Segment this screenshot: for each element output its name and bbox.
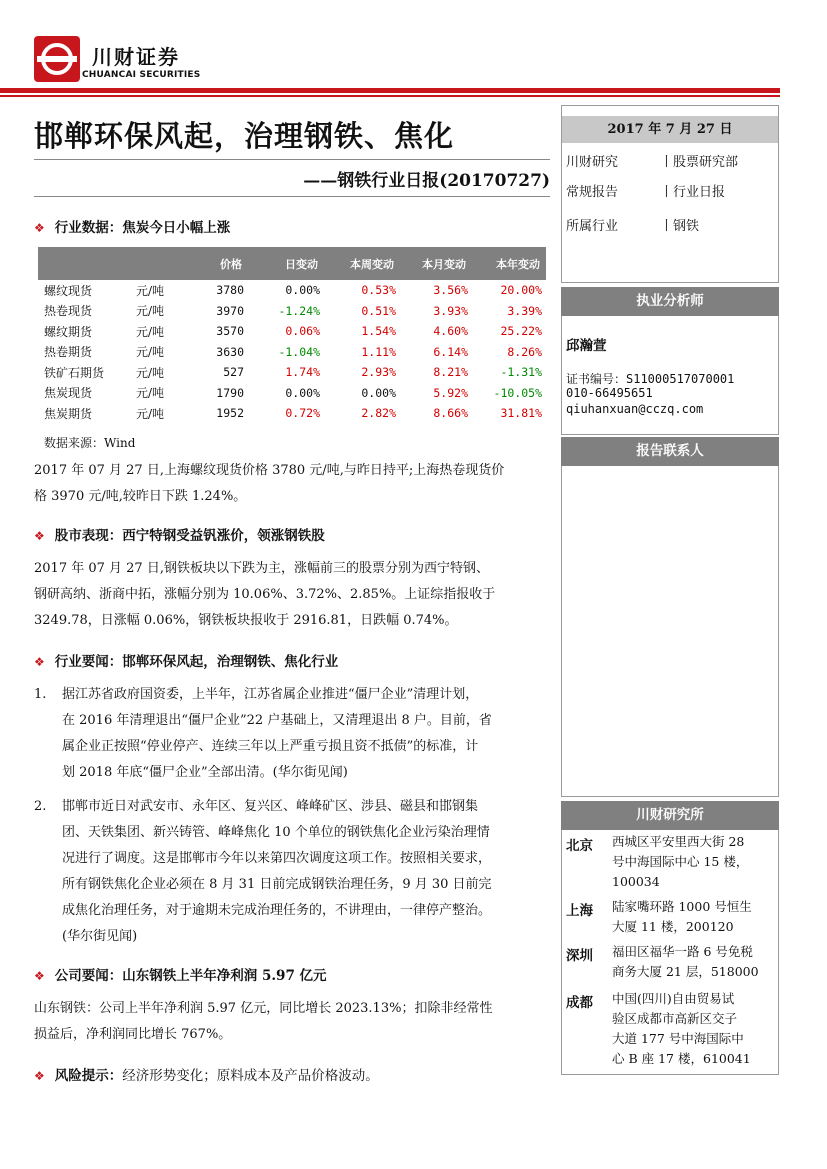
info-key: 川财研究 — [566, 155, 619, 170]
page-title: 邯郸环保风起，治理钢铁、焦化 — [34, 119, 455, 153]
table-cell-day: -1.24% — [278, 303, 320, 318]
contact-heading: 报告联系人 — [561, 437, 779, 466]
office-address — [612, 942, 774, 982]
table-cell-price: 3570 — [216, 324, 244, 339]
table-row — [38, 301, 546, 322]
office-address — [612, 832, 774, 892]
table-cell-unit: 元/吨 — [136, 406, 165, 421]
table-row — [38, 403, 546, 424]
table-cell-month: 4.60% — [433, 324, 468, 339]
table-cell-day: -1.04% — [278, 344, 320, 359]
table-row — [38, 342, 546, 363]
table-cell-price: 3630 — [216, 344, 244, 359]
table-header: 日变动 — [248, 247, 324, 280]
table-cell-price: 3780 — [216, 283, 244, 298]
info-value: 丨钢铁 — [660, 219, 700, 234]
office-city: 成都 — [566, 995, 593, 1011]
table-cell-year: 31.81% — [500, 406, 542, 421]
section-heading: 行业要闻：邯郸环保风起，治理钢铁、焦化行业 — [54, 654, 339, 670]
text-line: 钢研高纳、浙商中拓，涨幅分别为 10.06%、3.72%、2.85%。上证综指报收于 — [34, 587, 496, 602]
address-line: 商务大厦 21 层，518000 — [612, 964, 759, 979]
info-value: 丨行业日报 — [660, 185, 726, 200]
section-heading: 风险提示： — [54, 1068, 123, 1084]
text-line: (华尔街见闻) — [62, 929, 138, 944]
table-cell-month: 8.21% — [433, 365, 468, 380]
table-header: 本周变动 — [324, 247, 400, 280]
table-header: 价格 — [206, 247, 248, 280]
table-row — [38, 280, 546, 301]
table-cell-day: 0.00% — [285, 385, 320, 400]
text-line: 邯郸市近日对武安市、永年区、复兴区、峰峰矿区、涉县、磁县和邯钢集 — [62, 799, 479, 814]
table-cell-month: 3.56% — [433, 283, 468, 298]
table-cell-price: 527 — [223, 365, 244, 380]
address-line: 100034 — [612, 874, 660, 889]
text-line: 属企业正按照“停业停产、连续三年以上严重亏损且资不抵债”的标准，计 — [62, 739, 479, 754]
section-heading: 行业数据：焦炭今日小幅上涨 — [54, 220, 231, 236]
text-line: 格 3970 元/吨,较昨日下跌 1.24%。 — [34, 489, 247, 504]
office-city: 深圳 — [566, 948, 593, 964]
table-cell-week: 0.51% — [361, 303, 396, 318]
analyst-name: 邱瀚萱 — [566, 338, 607, 354]
table-cell-week: 2.82% — [361, 406, 396, 421]
table-cell-name: 热卷现货 — [44, 304, 93, 319]
diamond-bullet-icon: ❖ — [34, 221, 45, 235]
table-cell-price: 1790 — [216, 385, 244, 400]
table-cell-year: -10.05% — [493, 385, 542, 400]
table-cell-year: 8.26% — [507, 344, 542, 359]
text-line: 划 2018 年底“僵尸企业”全部出清。(华尔街见闻) — [62, 765, 348, 780]
section-heading: 股市表现：西宁特钢受益钒涨价，领涨钢铁股 — [54, 528, 325, 544]
office-city: 上海 — [566, 903, 593, 919]
company-logo — [34, 36, 80, 82]
analyst-phone: 010-66495651 — [566, 386, 653, 400]
table-cell-day: 0.00% — [285, 283, 320, 298]
paragraph-market — [34, 556, 550, 634]
table-cell-week: 2.93% — [361, 365, 396, 380]
table-cell-year: 25.22% — [500, 324, 542, 339]
section-industry-data — [34, 216, 230, 236]
table-header-blank — [136, 247, 206, 280]
diamond-bullet-icon: ❖ — [34, 1069, 45, 1083]
text-line: 所有钢铁焦化企业必须在 8 月 31 日前完成钢铁治理任务，9 月 30 日前完 — [62, 877, 492, 892]
page-subtitle: ——钢铁行业日报(20170727) — [303, 171, 550, 191]
table-cell-day: 1.74% — [285, 365, 320, 380]
section-market — [34, 524, 325, 544]
table-cell-week: 0.53% — [361, 283, 396, 298]
address-line: 中国(四川)自由贸易试 — [612, 991, 735, 1006]
table-cell-week: 0.00% — [361, 385, 396, 400]
price-table — [38, 247, 546, 424]
table-cell-name: 热卷期货 — [44, 345, 93, 360]
cert-text: 1 — [727, 372, 735, 386]
table-cell-name: 螺纹现货 — [44, 283, 93, 298]
table-cell-unit: 元/吨 — [136, 365, 165, 380]
table-cell-week: 1.11% — [361, 344, 396, 359]
info-value: 丨股票研究部 — [660, 155, 739, 170]
address-line: 心 B 座 17 楼，610041 — [612, 1051, 751, 1066]
table-cell-year: 20.00% — [500, 283, 542, 298]
table-header: 本年变动 — [472, 247, 546, 280]
table-cell-day: 0.72% — [285, 406, 320, 421]
text-line: 3249.78，日涨幅 0.06%，钢铁板块报收于 2916.81，日跌幅 0.74%。 — [34, 613, 458, 628]
text-line: 团、天铁集团、新兴铸管、峰峰焦化 10 个单位的钢铁焦化企业污染治理情 — [62, 825, 490, 840]
address-line: 号中海国际中心 15 楼， — [612, 854, 749, 869]
diamond-bullet-icon: ❖ — [34, 969, 45, 983]
address-line: 福田区福华一路 6 号免税 — [612, 944, 753, 959]
table-cell-name: 焦炭期货 — [44, 406, 93, 421]
diamond-bullet-icon: ❖ — [34, 655, 45, 669]
table-cell-day: 0.06% — [285, 324, 320, 339]
table-cell-unit: 元/吨 — [136, 324, 165, 339]
header-divider — [0, 88, 780, 93]
list-item — [62, 794, 550, 950]
logo-chinese-name: 川财证券 — [92, 45, 180, 69]
office-address — [612, 989, 774, 1069]
text-line: 据江苏省政府国资委，上半年，江苏省属企业推进“僵尸企业”清理计划， — [62, 687, 479, 702]
table-cell-price: 3970 — [216, 303, 244, 318]
table-cell-month: 6.14% — [433, 344, 468, 359]
address-line: 西城区平安里西大街 28 — [612, 834, 745, 849]
info-key: 常规报告 — [566, 185, 619, 200]
table-cell-name: 螺纹期货 — [44, 324, 93, 339]
table-header: 本月变动 — [400, 247, 472, 280]
report-date: 2017 年 7 月 27 日 — [562, 116, 778, 143]
header-divider-thin — [0, 95, 780, 97]
table-header-row — [38, 247, 546, 280]
institute-heading: 川财研究所 — [561, 801, 779, 830]
list-number: 1. — [34, 687, 47, 702]
contact-box — [561, 437, 779, 797]
table-row — [38, 383, 546, 404]
title-divider — [34, 159, 550, 160]
office-address — [612, 897, 774, 937]
logo-english-name: CHUANCAI SECURITIES — [82, 70, 201, 80]
risk-text: 经济形势变化；原料成本及产品价格波动。 — [122, 1068, 379, 1084]
table-cell-month: 3.93% — [433, 303, 468, 318]
section-news — [34, 650, 338, 670]
table-cell-name: 焦炭现货 — [44, 386, 93, 401]
table-cell-unit: 元/吨 — [136, 304, 165, 319]
table-header-blank — [38, 247, 136, 280]
list-item — [62, 682, 550, 786]
table-cell-name: 铁矿石期货 — [44, 365, 105, 380]
address-line: 大道 177 号中海国际中 — [612, 1031, 744, 1046]
analyst-email[interactable]: qiuhanxuan@cczq.com — [566, 402, 704, 416]
text-line: 2017 年 07 月 27 日,钢铁板块以下跌为主，涨幅前三的股票分别为西宁特钢、 — [34, 561, 489, 576]
table-cell-month: 8.66% — [433, 406, 468, 421]
section-risk — [34, 1064, 379, 1084]
table-cell-unit: 元/吨 — [136, 386, 165, 401]
diamond-bullet-icon: ❖ — [34, 529, 45, 543]
address-line: 验区成都市高新区交子 — [612, 1011, 738, 1026]
text-line: 山东钢铁：公司上半年净利润 5.97 亿元，同比增长 2023.13%；扣除非经常性 — [34, 1001, 493, 1016]
table-cell-year: -1.31% — [500, 365, 542, 380]
table-row — [38, 362, 546, 383]
paragraph-prices — [34, 458, 550, 510]
text-line: 2017 年 07 月 27 日,上海螺纹现货价格 3780 元/吨,与昨日持平;上海热卷现货价 — [34, 463, 505, 478]
table-cell-unit: 元/吨 — [136, 345, 165, 360]
table-cell-unit: 元/吨 — [136, 283, 165, 298]
table-cell-price: 1952 — [216, 406, 244, 421]
table-cell-week: 1.54% — [361, 324, 396, 339]
list-number: 2. — [34, 799, 47, 814]
section-heading: 公司要闻：山东钢铁上半年净利润 5.97 亿元 — [54, 968, 327, 984]
text-line: 成焦化治理任务，对于逾期未完成治理任务的，不讲理由，一律停产整治。 — [62, 903, 492, 918]
paragraph-company — [34, 996, 550, 1048]
table-row — [38, 321, 546, 342]
office-city: 北京 — [566, 838, 593, 854]
analyst-heading: 执业分析师 — [561, 287, 779, 316]
data-source: 数据来源：Wind — [44, 436, 136, 450]
table-cell-month: 5.92% — [433, 385, 468, 400]
address-line: 陆家嘴环路 1000 号恒生 — [612, 899, 752, 914]
text-line: 况进行了调度。这是邯郸市今年以来第四次调度这项工作。按照相关要求， — [62, 851, 492, 866]
table-cell-year: 3.39% — [507, 303, 542, 318]
text-line: 损益后，净利润同比增长 767%。 — [34, 1027, 232, 1042]
cert-text: 证书编号：S1100051707000 — [566, 372, 728, 386]
text-line: 在 2016 年清理退出“僵尸企业”22 户基础上，又清理退出 8 户。目前，省 — [62, 713, 492, 728]
subtitle-divider — [34, 196, 550, 197]
address-line: 大厦 11 楼，200120 — [612, 919, 734, 934]
info-key: 所属行业 — [566, 219, 619, 234]
section-company — [34, 964, 327, 984]
analyst-cert — [566, 370, 734, 387]
